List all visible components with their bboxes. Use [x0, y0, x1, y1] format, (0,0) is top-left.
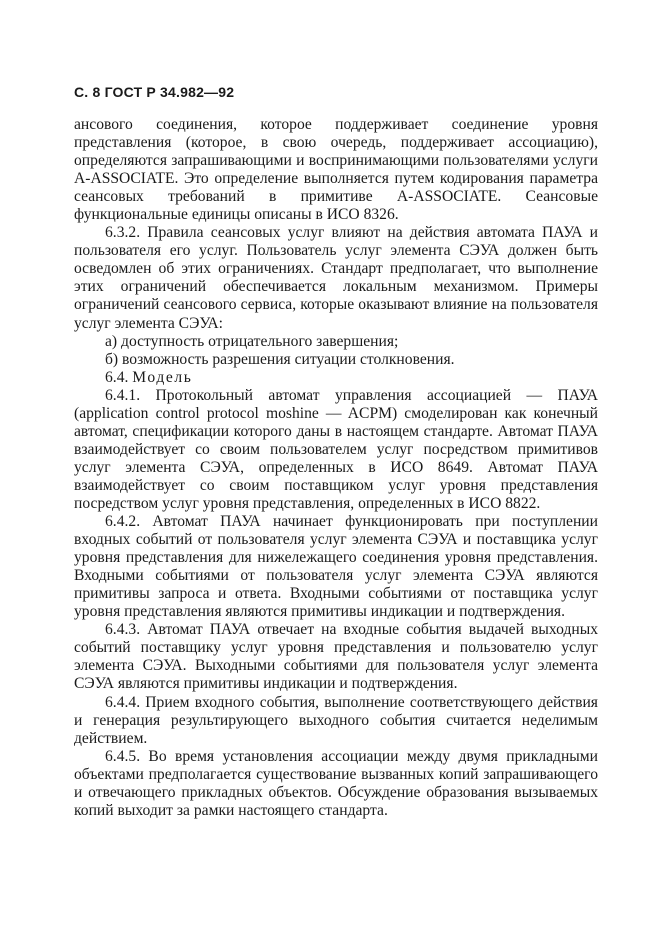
paragraph-6-4-4: 6.4.4. Прием входного события, выполнение соответствующего действия и генерация результирующего выходного события считается неделимым действием.: [74, 693, 598, 747]
list-item-b: б) возможность разрешения ситуации столкновения.: [105, 350, 455, 368]
paragraph-6-4-5: 6.4.5. Во время установления ассоциации между двумя прикладными объектами предполагается существование вызванных копий запрашивающего и отвечающего прикладных объектов. Обсуждение образования вызываемых копий выходит за рамки настоящего стандарта.: [74, 747, 598, 819]
section-heading-6-4: [74, 369, 598, 387]
paragraph-continuation: ансового соединения, которое поддерживает соединение уровня представления (которое, в свою очередь, поддерживает ассоциацию), определяются запрашивающими и воспринимающими пользователями услуги A-ASSOCIATE. Это определение выполняется путем кодирования параметра сеансовых требований в примитиве A-ASSOCIATE. Сеансовые функциональные единицы описаны в ИСО 8326.: [74, 116, 598, 224]
document-page: [74, 84, 598, 820]
section-title: Модель: [132, 368, 193, 386]
paragraph-6-3-2: 6.3.2. Правила сеансовых услуг влияют на действия автомата ПАУА и пользователя его услуг. Пользователь услуг элемента СЭУА должен быть осведомлен об этих ограничениях. Стандарт предполагает, что выполнение этих ограничений обеспечивается локальным механизмом. Примеры ограничений сеансового сервиса, которые оказывают влияние на пользователя услуг элемента СЭУА:: [74, 224, 598, 332]
section-number: 6.4.: [105, 368, 129, 386]
paragraph-6-4-2: 6.4.2. Автомат ПАУА начинает функционировать при поступлении входных событий от пользователя услуг элемента СЭУА и поставщика услуг уровня представления для нижележащего соединения уровня представления. Входными событиями от пользователя услуг элемента СЭУА являются примитивы запроса и ответа. Входными событиями от поставщика услуг уровня представления являются примитивы индикации и подтверждения.: [74, 513, 598, 621]
paragraph-6-4-1: 6.4.1. Протокольный автомат управления ассоциацией — ПАУА (application control protocol moshine — ACPM) смоделирован как конечный автомат, спецификации которого даны в настоящем стандарте. Автомат ПАУА взаимодействует со своим пользователем услуг посредством примитивов услуг элемента СЭУА, определенных в ИСО 8649. Автомат ПАУА взаимодействует со своим поставщиком услуг уровня представления посредством услуг уровня представления, определенных в ИСО 8822.: [74, 386, 598, 512]
body-text: [74, 116, 598, 820]
list-item-a: а) доступность отрицательного завершения;: [105, 332, 399, 350]
running-header: С. 8 ГОСТ Р 34.982—92: [74, 84, 235, 100]
paragraph-6-4-3: 6.4.3. Автомат ПАУА отвечает на входные события выдачей выходных событий поставщику услуг уровня представления и пользователю услуг элемента СЭУА. Выходными событиями для пользователя услуг элемента СЭУА являются примитивы индикации и подтверждения.: [74, 621, 598, 693]
